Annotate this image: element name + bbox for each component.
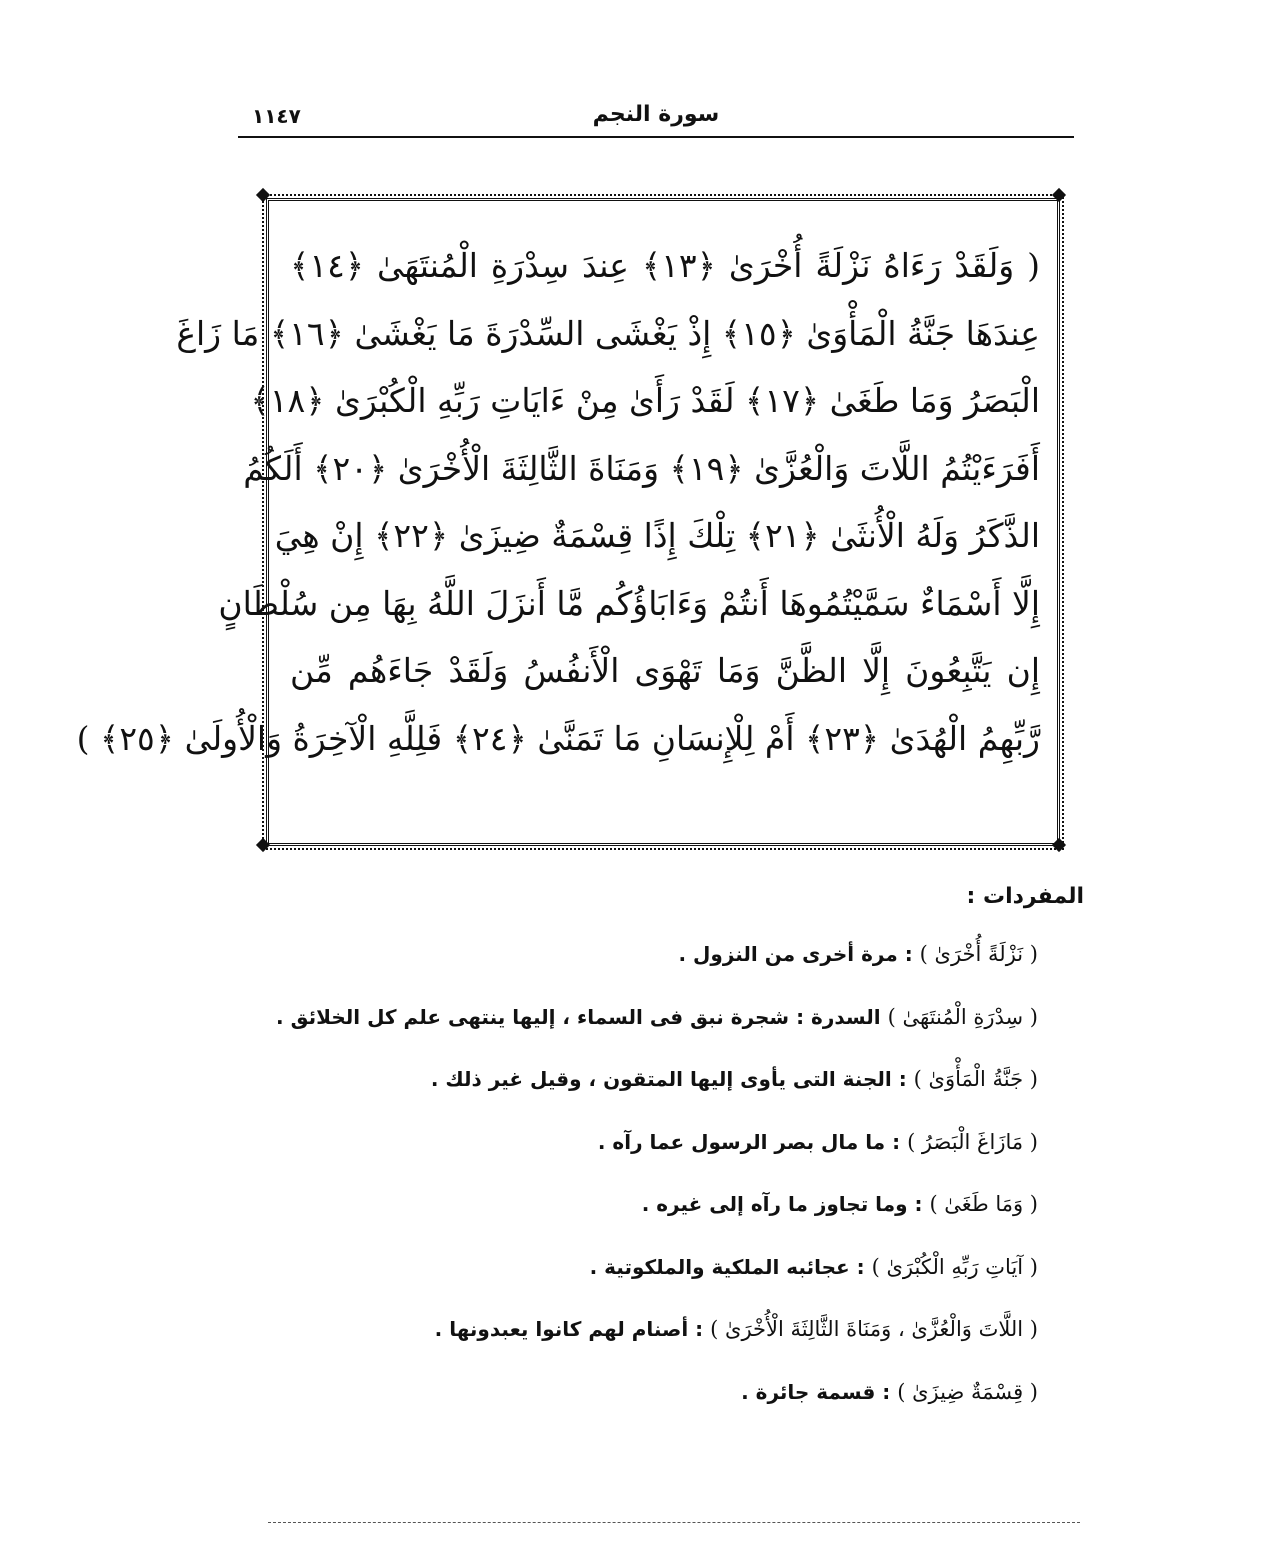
vocabulary-term: ( نَزْلَةً أُخْرَىٰ ) — [919, 942, 1038, 966]
vocabulary-term: ( آيَاتِ رَبِّهِ الْكُبْرَىٰ ) — [871, 1254, 1038, 1279]
quran-verses — [76, 232, 1040, 772]
vocabulary-item — [218, 1059, 1038, 1122]
vocabulary-heading: المفردات : — [966, 884, 1084, 909]
vocabulary-item — [218, 1122, 1038, 1185]
vocabulary-term: ( سِدْرَةِ الْمُنتَهَىٰ ) — [887, 1004, 1038, 1029]
vocabulary-definition: : ما مال بصر الرسول عما رآه . — [597, 1129, 908, 1154]
vocabulary-term: ( قِسْمَةٌ ضِيزَىٰ ) — [897, 1379, 1038, 1404]
verse-line: ( وَلَقَدْ رَءَاهُ نَزْلَةً أُخْرَىٰ ﴿١٣﴾ عِندَ سِدْرَةِ الْمُنتَهَىٰ ﴿١٤﴾ — [290, 246, 1040, 285]
vocabulary-item — [218, 1247, 1038, 1310]
verse-line: الذَّكَرُ وَلَهُ الْأُنثَىٰ ﴿٢١﴾ تِلْكَ إِذًا قِسْمَةٌ ضِيزَىٰ ﴿٢٢﴾ إِنْ هِيَ — [274, 516, 1040, 555]
vocabulary-definition: السدرة : شجرة نبق فى السماء ، إليها ينتهى علم كل الخلائق . — [276, 1004, 888, 1029]
verse-line: رَّبِّهِمُ الْهُدَىٰ ﴿٢٣﴾ أَمْ لِلْإِنسَانِ مَا تَمَنَّىٰ ﴿٢٤﴾ فَلِلَّهِ الْآخِرَةُ وَالْأُولَىٰ ﴿٢٥﴾ ) — [76, 718, 1040, 758]
vocabulary-item — [218, 1309, 1038, 1372]
vocabulary-definition: : قسمة جائرة . — [741, 1379, 898, 1404]
vocabulary-item — [218, 1184, 1038, 1247]
vocabulary-definition: : مرة أخرى من النزول . — [678, 942, 920, 966]
verse-line: إِن يَتَّبِعُونَ إِلَّا الظَّنَّ وَمَا تَهْوَى الْأَنفُسُ وَلَقَدْ جَاءَهُم مِّن — [290, 651, 1040, 690]
vocabulary-term: ( اللَّاتَ وَالْعُزَّىٰ ، وَمَنَاةَ الثَّالِثَةَ الْأُخْرَىٰ ) — [710, 1317, 1038, 1341]
surah-title: سورة النجم — [592, 102, 720, 127]
vocabulary-definition: : أصنام لهم كانوا يعبدونها . — [434, 1317, 711, 1341]
vocabulary-item — [218, 1372, 1038, 1435]
vocabulary-list — [218, 934, 1038, 1434]
vocabulary-definition: : وما تجاوز ما رآه إلى غيره . — [641, 1192, 930, 1216]
vocabulary-item — [218, 997, 1038, 1060]
vocabulary-definition: : الجنة التى يأوى إليها المتقون ، وقيل غير ذلك . — [430, 1067, 914, 1091]
verse-line: إِلَّا أَسْمَاءٌ سَمَّيْتُمُوهَا أَنتُمْ وَءَابَاؤُكُم مَّا أَنزَلَ اللَّهُ بِهَا مِن سُلْطَانٍ — [218, 583, 1040, 623]
page-number: ١١٤٧ — [252, 104, 301, 128]
vocabulary-term: ( مَازَاغَ الْبَصَرُ ) — [907, 1129, 1038, 1154]
verse-line: عِندَهَا جَنَّةُ الْمَأْوَىٰ ﴿١٥﴾ إِذْ يَغْشَى السِّدْرَةَ مَا يَغْشَىٰ ﴿١٦﴾ مَا زَاغَ — [176, 313, 1040, 353]
page-header — [238, 96, 1074, 138]
vocabulary-term: ( وَمَا طَغَىٰ ) — [929, 1192, 1038, 1216]
verse-line: الْبَصَرُ وَمَا طَغَىٰ ﴿١٧﴾ لَقَدْ رَأَىٰ مِنْ ءَايَاتِ رَبِّهِ الْكُبْرَىٰ ﴿١٨﴾ — [250, 381, 1040, 420]
footer-divider — [268, 1522, 1080, 1523]
vocabulary-definition: : عجائبه الملكية والملكوتية . — [589, 1254, 872, 1279]
verse-line: أَفَرَءَيْتُمُ اللَّاتَ وَالْعُزَّىٰ ﴿١٩﴾ وَمَنَاةَ الثَّالِثَةَ الْأُخْرَىٰ ﴿٢٠﴾ أَلَكُمُ — [243, 448, 1040, 488]
vocabulary-item — [218, 934, 1038, 997]
vocabulary-term: ( جَنَّةُ الْمَأْوَىٰ ) — [913, 1067, 1038, 1091]
